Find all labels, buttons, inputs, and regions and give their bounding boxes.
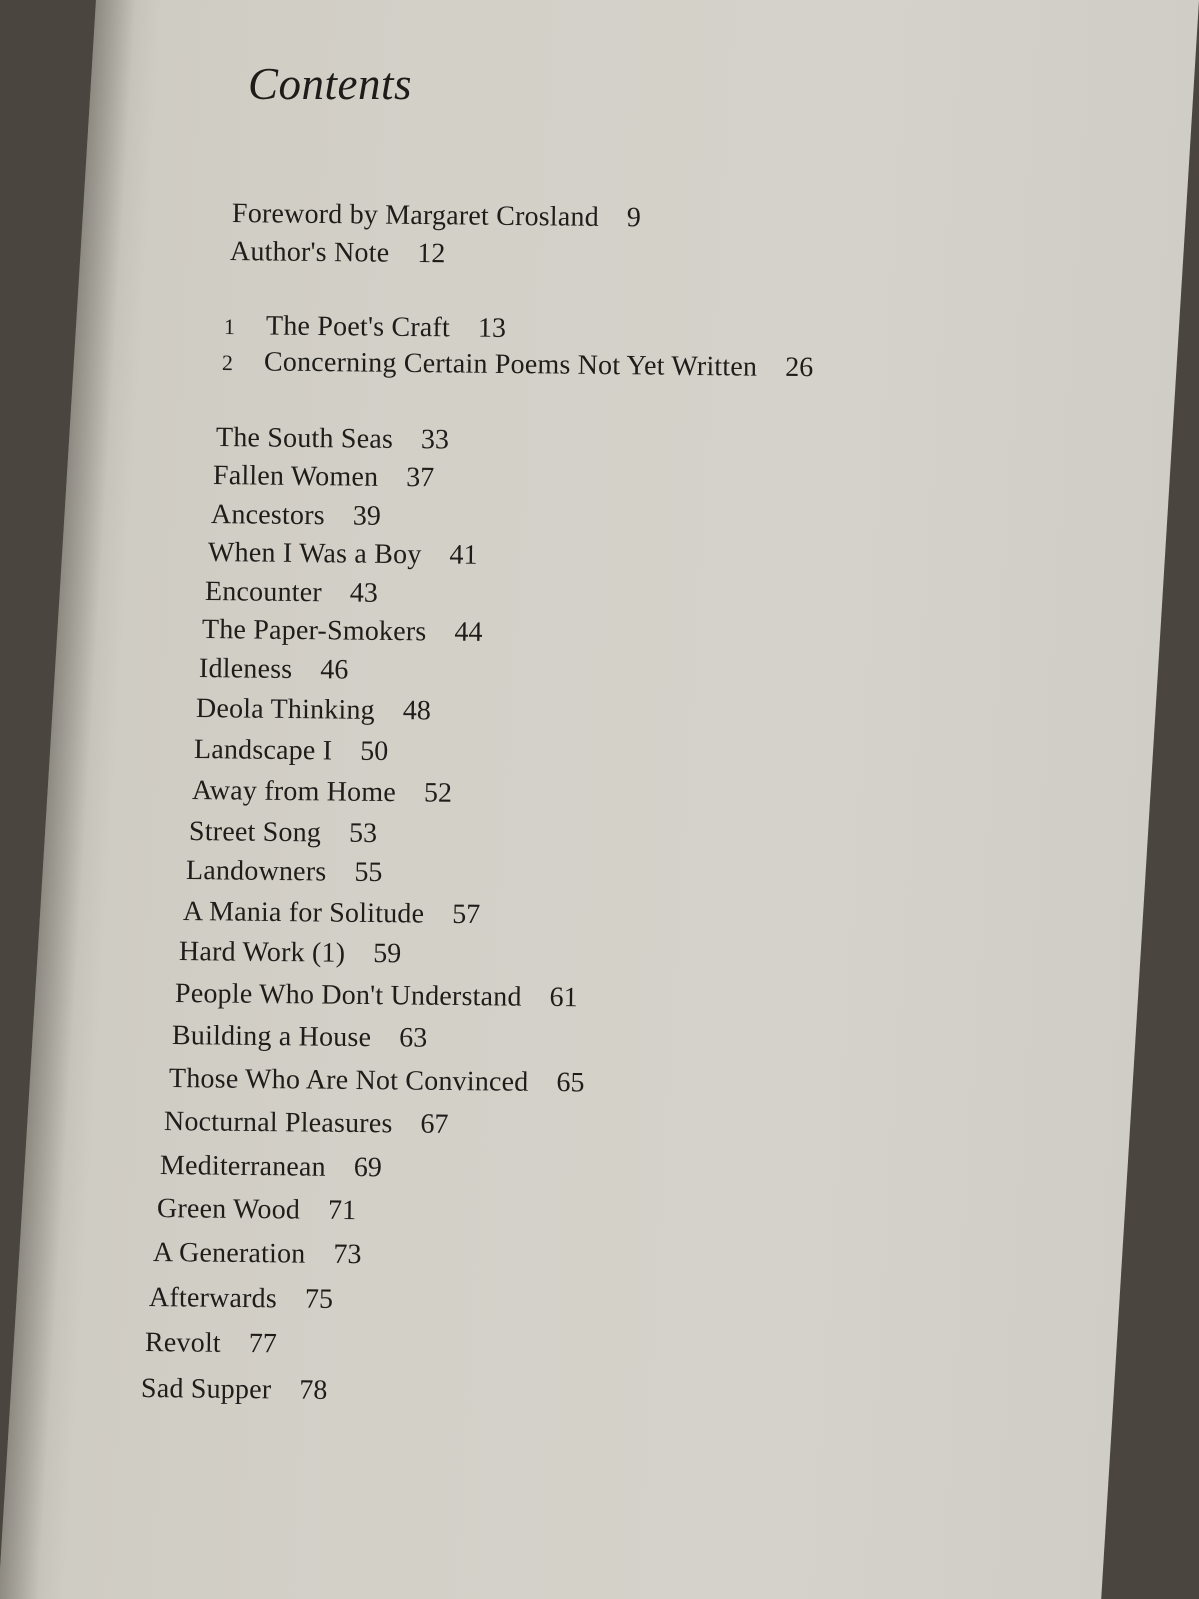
toc-entry-label: Encounter xyxy=(204,576,323,609)
toc-entry-page: 13 xyxy=(477,312,507,344)
toc-entry-label: The Paper-Smokers xyxy=(201,614,427,648)
toc-entry-label: Landscape I xyxy=(193,734,333,767)
toc-entry-page: 61 xyxy=(549,981,578,1014)
toc-entry-poem xyxy=(192,775,452,810)
toc-entry-page: 75 xyxy=(304,1283,334,1315)
toc-entry-label: Landowners xyxy=(185,855,327,888)
toc-entry-page: 39 xyxy=(352,500,381,532)
toc-entry-essay-1 xyxy=(224,310,506,345)
toc-entry-number: 1 xyxy=(223,314,236,340)
toc-entry-poem xyxy=(186,855,383,889)
toc-entry-label: Deola Thinking xyxy=(195,693,375,726)
toc-entry-poem xyxy=(211,499,381,533)
toc-entry-label: Concerning Certain Poems Not Yet Written xyxy=(263,346,758,383)
toc-entry-page: 53 xyxy=(348,817,378,849)
toc-entry-poem xyxy=(153,1237,362,1271)
toc-entry-poem xyxy=(213,460,435,494)
toc-entry-page: 43 xyxy=(349,577,379,609)
toc-entry-label: Foreword by Margaret Crosland xyxy=(231,198,600,233)
toc-entry-poem xyxy=(149,1282,333,1316)
toc-entry-page: 37 xyxy=(406,462,435,494)
toc-entry-label: The South Seas xyxy=(215,422,394,455)
toc-entry-page: 52 xyxy=(423,777,453,809)
toc-entry-poem xyxy=(164,1106,449,1141)
toc-entry-poem xyxy=(183,896,481,931)
toc-entry-page: 46 xyxy=(320,654,349,686)
toc-entry-authors-note xyxy=(230,236,446,270)
toc-entry-foreword xyxy=(232,198,641,234)
toc-entry-label: Hard Work (1) xyxy=(178,936,346,969)
toc-entry-page: 55 xyxy=(354,856,383,889)
toc-entry-page: 33 xyxy=(420,424,450,456)
toc-entry-page: 69 xyxy=(353,1152,382,1184)
toc-entry-essay-2 xyxy=(222,346,814,384)
toc-entry-page: 67 xyxy=(420,1108,449,1140)
toc-entry-poem xyxy=(194,734,389,768)
toc-entry-label: Sad Supper xyxy=(140,1373,272,1406)
toc-entry-poem xyxy=(199,653,349,687)
toc-entry-page: 59 xyxy=(373,938,402,970)
toc-entry-poem xyxy=(196,693,431,727)
toc-entry-poem xyxy=(157,1193,356,1227)
toc-entry-page: 48 xyxy=(402,695,431,727)
toc-entry-label: Ancestors xyxy=(210,499,325,532)
toc-entry-label: Building a House xyxy=(171,1020,372,1054)
toc-entry-page: 9 xyxy=(626,202,642,234)
page-title: Contents xyxy=(248,59,413,109)
toc-entry-page: 41 xyxy=(449,539,478,571)
toc-entry-page: 65 xyxy=(556,1067,585,1099)
toc-entry-number: 2 xyxy=(221,350,234,376)
toc-entry-poem xyxy=(216,422,449,456)
toc-entry-label: Green Wood xyxy=(156,1193,301,1226)
toc-entry-label: Street Song xyxy=(188,816,322,849)
toc-entry-poem xyxy=(141,1373,328,1407)
toc-entry-page: 26 xyxy=(785,351,814,384)
toc-entry-page: 77 xyxy=(248,1328,278,1360)
toc-entry-poem xyxy=(175,978,578,1014)
toc-entry-label: Nocturnal Pleasures xyxy=(163,1106,393,1140)
toc-entry-poem xyxy=(145,1327,277,1360)
toc-entry-poem xyxy=(160,1150,382,1184)
toc-entry-poem xyxy=(172,1020,428,1055)
toc-entry-poem xyxy=(202,614,483,649)
toc-entry-label: Away from Home xyxy=(191,775,397,809)
toc-entry-poem xyxy=(189,816,377,850)
toc-entry-label: A Generation xyxy=(152,1237,306,1270)
toc-entry-label: Revolt xyxy=(144,1327,222,1359)
toc-entry-poem xyxy=(169,1063,585,1099)
toc-entry-label: Author's Note xyxy=(229,236,390,269)
toc-entry-label: Fallen Women xyxy=(212,460,379,493)
toc-entry-label: When I Was a Boy xyxy=(207,537,422,571)
toc-entry-label: The Poet's Craft xyxy=(265,310,451,344)
toc-entry-page: 73 xyxy=(333,1238,362,1271)
toc-entry-page: 44 xyxy=(454,616,483,648)
toc-entry-label: Those Who Are Not Convinced xyxy=(168,1063,529,1098)
toc-entry-label: Afterwards xyxy=(148,1282,278,1315)
toc-entry-label: A Mania for Solitude xyxy=(182,896,425,930)
toc-entry-page: 57 xyxy=(452,898,481,931)
toc-entry-poem xyxy=(208,537,478,572)
toc-entry-poem xyxy=(205,576,378,610)
toc-entry-page: 63 xyxy=(399,1022,428,1054)
toc-entry-poem xyxy=(179,936,402,970)
toc-entry-label: Mediterranean xyxy=(159,1150,327,1183)
toc-entry-label: Idleness xyxy=(198,653,293,685)
toc-entry-label: People Who Don't Understand xyxy=(174,978,522,1013)
toc-entry-page: 71 xyxy=(327,1194,357,1227)
toc-entry-page: 78 xyxy=(299,1374,328,1406)
toc-entry-page: 50 xyxy=(360,735,389,768)
toc-entry-page: 12 xyxy=(417,237,446,270)
